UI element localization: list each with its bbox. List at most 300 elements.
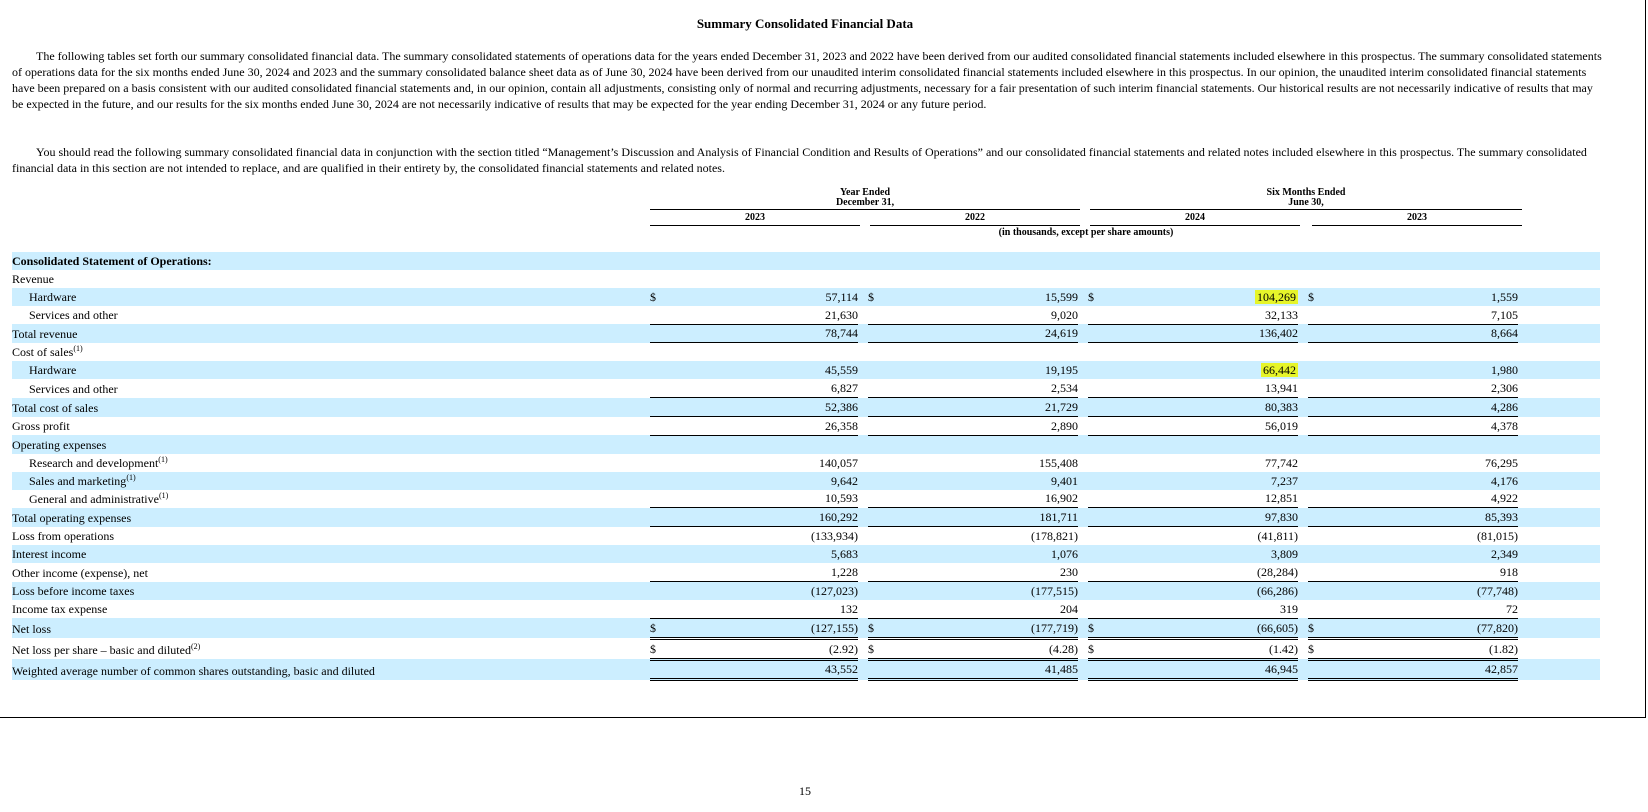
value-text: 132 — [840, 601, 858, 616]
value-text: 140,057 — [819, 455, 858, 470]
column-gap — [1078, 582, 1088, 600]
currency-symbol — [650, 659, 666, 680]
row-label — [12, 638, 650, 659]
table-row — [12, 582, 1600, 600]
value-text: 9,642 — [831, 473, 858, 488]
currency-symbol — [1308, 398, 1324, 417]
column-gap — [1298, 600, 1308, 618]
currency-symbol — [1088, 563, 1104, 581]
currency-symbol — [1088, 472, 1104, 490]
currency-symbol: $ — [1308, 288, 1324, 306]
six-months-line2: June 30, — [1288, 197, 1324, 208]
value-text: 230 — [1060, 565, 1078, 580]
value-cell — [1324, 435, 1518, 453]
value-cell — [1104, 490, 1298, 508]
row-label-text: Income tax expense — [12, 602, 108, 617]
value-text: 4,922 — [1491, 491, 1518, 506]
column-gap — [1518, 398, 1600, 417]
column-gap — [1078, 398, 1088, 417]
column-gap — [1298, 659, 1308, 680]
currency-symbol — [868, 600, 884, 618]
column-gap — [1078, 435, 1088, 453]
value-text: 4,378 — [1491, 418, 1518, 433]
currency-symbol — [1308, 527, 1324, 545]
column-gap — [1078, 600, 1088, 618]
currency-symbol — [1088, 361, 1104, 379]
value-cell — [1324, 618, 1518, 638]
document-title: Summary Consolidated Financial Data — [696, 16, 914, 31]
currency-symbol — [1308, 435, 1324, 453]
value-cell — [666, 306, 858, 324]
currency-symbol — [1308, 361, 1324, 379]
column-gap — [1518, 270, 1600, 288]
table-row — [12, 288, 1600, 306]
value-text: 77,742 — [1265, 455, 1298, 470]
currency-symbol: $ — [1088, 618, 1104, 638]
value-text: 136,402 — [1259, 326, 1298, 341]
value-cell — [884, 618, 1078, 638]
row-label-text: Weighted average number of common shares outstanding, basic and diluted — [12, 663, 375, 678]
value-text: 19,195 — [1045, 363, 1078, 378]
column-gap — [1078, 638, 1088, 659]
column-gap — [1518, 379, 1600, 397]
value-text: (4.28) — [1049, 641, 1078, 656]
value-text: 97,830 — [1265, 510, 1298, 525]
table-row — [12, 454, 1600, 472]
row-label-text: Services and other — [29, 308, 118, 323]
column-gap — [858, 343, 868, 361]
value-cell — [1324, 472, 1518, 490]
table-row — [12, 343, 1600, 361]
row-label — [12, 398, 650, 417]
value-text: (41,811) — [1257, 529, 1298, 544]
column-gap — [1518, 288, 1600, 306]
row-label-text: Cost of sales — [12, 345, 74, 360]
column-gap — [858, 435, 868, 453]
value-text: (28,284) — [1257, 565, 1298, 580]
value-cell — [1104, 361, 1298, 379]
value-text: 46,945 — [1265, 662, 1298, 677]
column-gap — [858, 638, 868, 659]
column-gap — [858, 600, 868, 618]
column-gap — [1298, 288, 1308, 306]
value-cell — [666, 324, 858, 343]
value-cell — [884, 659, 1078, 680]
value-text: (2.92) — [829, 641, 858, 656]
table-row — [12, 398, 1600, 417]
column-gap — [1518, 252, 1600, 270]
value-cell — [884, 472, 1078, 490]
value-cell — [1104, 600, 1298, 618]
column-gap — [1078, 527, 1088, 545]
currency-symbol — [868, 490, 884, 508]
value-cell — [884, 361, 1078, 379]
value-cell — [666, 472, 858, 490]
currency-symbol — [1308, 508, 1324, 527]
value-cell — [1324, 545, 1518, 563]
currency-symbol — [650, 527, 666, 545]
value-text: 2,306 — [1491, 381, 1518, 396]
value-cell — [666, 659, 858, 680]
value-text: (1.42) — [1269, 641, 1298, 656]
currency-symbol: $ — [1308, 618, 1324, 638]
value-cell — [1104, 288, 1298, 306]
table-row — [12, 379, 1600, 397]
value-cell — [1324, 600, 1518, 618]
column-gap — [1078, 545, 1088, 563]
table-row — [12, 417, 1600, 436]
column-gap — [858, 398, 868, 417]
column-gap — [1298, 638, 1308, 659]
currency-symbol — [650, 361, 666, 379]
column-gap — [1298, 417, 1308, 436]
table-row — [12, 306, 1600, 324]
value-text: 72 — [1506, 601, 1518, 616]
column-gap — [1518, 490, 1600, 508]
column-gap — [1298, 508, 1308, 527]
column-gap — [858, 563, 868, 581]
currency-symbol — [1088, 324, 1104, 343]
currency-symbol — [1308, 490, 1324, 508]
footnote-marker: (1) — [158, 490, 169, 500]
row-label-text: Net loss — [12, 622, 51, 637]
currency-symbol: $ — [1088, 288, 1104, 306]
table-row — [12, 270, 1600, 288]
value-text: 78,744 — [825, 326, 858, 341]
value-text: 12,851 — [1265, 491, 1298, 506]
table-row — [12, 563, 1600, 581]
value-text: 2,534 — [1051, 381, 1078, 396]
six-months-header — [1090, 188, 1522, 208]
value-text: 5,683 — [831, 547, 858, 562]
row-label — [12, 600, 650, 618]
row-label — [12, 379, 650, 397]
value-cell — [884, 563, 1078, 581]
currency-symbol — [650, 343, 666, 361]
footnote-marker: (2) — [190, 642, 201, 652]
column-gap — [1298, 324, 1308, 343]
currency-symbol — [868, 398, 884, 417]
value-cell — [1104, 324, 1298, 343]
currency-symbol — [868, 306, 884, 324]
currency-symbol — [868, 454, 884, 472]
value-cell — [1324, 563, 1518, 581]
row-label-text: Consolidated Statement of Operations: — [12, 253, 212, 268]
value-cell — [1104, 252, 1298, 270]
column-gap — [858, 508, 868, 527]
row-label — [12, 343, 650, 361]
page-number: 15 — [799, 784, 811, 798]
value-cell — [666, 288, 858, 306]
value-cell — [884, 527, 1078, 545]
row-label — [12, 659, 650, 680]
value-text: 45,559 — [825, 363, 858, 378]
currency-symbol — [1308, 324, 1324, 343]
value-cell — [1104, 508, 1298, 527]
footnote-marker: (1) — [126, 472, 136, 482]
value-cell — [666, 398, 858, 417]
currency-symbol — [1308, 582, 1324, 600]
column-gap — [858, 417, 868, 436]
value-cell — [1324, 270, 1518, 288]
value-cell — [1324, 454, 1518, 472]
row-label — [12, 582, 650, 600]
value-cell — [1104, 343, 1298, 361]
column-gap — [1298, 361, 1308, 379]
currency-symbol — [650, 417, 666, 436]
col-rule — [650, 225, 860, 226]
row-label-text: Hardware — [29, 363, 77, 378]
value-text: (127,155) — [811, 620, 858, 635]
col-rule — [1312, 225, 1522, 226]
value-text: 9,401 — [1051, 473, 1078, 488]
value-text: 8,664 — [1491, 326, 1518, 341]
value-cell — [884, 417, 1078, 436]
value-cell — [1324, 659, 1518, 680]
currency-symbol — [1308, 454, 1324, 472]
currency-symbol — [868, 252, 884, 270]
column-gap — [1518, 417, 1600, 436]
operations-table — [12, 252, 1600, 681]
value-text: 7,105 — [1491, 307, 1518, 322]
value-text: 1,076 — [1051, 547, 1078, 562]
value-cell — [884, 545, 1078, 563]
six-months-rule — [1090, 209, 1522, 210]
value-cell — [1324, 490, 1518, 508]
value-text: 104,269 — [1257, 289, 1296, 304]
currency-symbol — [868, 582, 884, 600]
value-cell — [1324, 252, 1518, 270]
value-text: 918 — [1500, 565, 1518, 580]
table-row — [12, 435, 1600, 453]
currency-symbol — [1088, 508, 1104, 527]
value-cell — [884, 638, 1078, 659]
currency-symbol — [1088, 270, 1104, 288]
value-text: 1,228 — [831, 565, 858, 580]
value-text: 9,020 — [1051, 307, 1078, 322]
column-gap — [858, 306, 868, 324]
value-text: (178,821) — [1031, 529, 1078, 544]
column-gap — [1518, 454, 1600, 472]
currency-symbol: $ — [868, 618, 884, 638]
column-gap — [1078, 417, 1088, 436]
currency-symbol — [650, 600, 666, 618]
currency-symbol — [650, 472, 666, 490]
value-cell — [1104, 270, 1298, 288]
currency-symbol — [650, 270, 666, 288]
currency-symbol: $ — [650, 638, 666, 659]
currency-symbol — [1308, 417, 1324, 436]
value-cell — [666, 252, 858, 270]
column-gap — [1298, 252, 1308, 270]
column-gap — [1298, 398, 1308, 417]
column-gap — [858, 618, 868, 638]
currency-symbol — [650, 324, 666, 343]
value-cell — [884, 398, 1078, 417]
value-text: 160,292 — [819, 510, 858, 525]
year-ended-line1: Year Ended — [839, 187, 891, 198]
table-row — [12, 490, 1600, 508]
currency-symbol — [1088, 343, 1104, 361]
column-gap — [858, 472, 868, 490]
value-text: 4,176 — [1491, 473, 1518, 488]
row-label-text: Other income (expense), net — [12, 565, 148, 580]
value-text: 13,941 — [1265, 381, 1298, 396]
value-cell — [1324, 508, 1518, 527]
value-cell — [884, 379, 1078, 397]
column-gap — [1298, 545, 1308, 563]
currency-symbol — [868, 435, 884, 453]
currency-symbol — [868, 508, 884, 527]
column-gap — [1078, 472, 1088, 490]
row-label-text: Services and other — [29, 381, 118, 396]
value-text: (177,515) — [1031, 583, 1078, 598]
column-gap — [1078, 563, 1088, 581]
value-text: 7,237 — [1271, 473, 1298, 488]
value-text: 26,358 — [825, 418, 858, 433]
currency-symbol — [1088, 379, 1104, 397]
value-cell — [884, 600, 1078, 618]
row-label-text: Loss before income taxes — [12, 583, 135, 598]
row-label — [12, 435, 650, 453]
value-cell — [666, 270, 858, 288]
col-year-2022: 2022 — [965, 212, 985, 223]
row-label — [12, 252, 650, 270]
column-gap — [1298, 618, 1308, 638]
currency-symbol — [1088, 454, 1104, 472]
row-label-text: Total operating expenses — [12, 510, 132, 525]
column-gap — [1518, 435, 1600, 453]
currency-symbol: $ — [650, 618, 666, 638]
currency-symbol — [1088, 659, 1104, 680]
column-gap — [858, 582, 868, 600]
column-gap — [858, 490, 868, 508]
value-text: 181,711 — [1039, 510, 1078, 525]
value-cell — [666, 490, 858, 508]
row-label — [12, 508, 650, 527]
column-gap — [1298, 563, 1308, 581]
value-text: 41,485 — [1045, 662, 1078, 677]
value-cell — [1324, 398, 1518, 417]
value-cell — [884, 270, 1078, 288]
column-gap — [1298, 343, 1308, 361]
currency-symbol — [1088, 545, 1104, 563]
value-text: (66,286) — [1257, 583, 1298, 598]
value-text: 42,857 — [1485, 662, 1518, 677]
row-label-text: Interest income — [12, 547, 87, 562]
value-cell — [1104, 454, 1298, 472]
value-cell — [1324, 527, 1518, 545]
column-gap — [1518, 343, 1600, 361]
column-gap — [858, 324, 868, 343]
table-row — [12, 545, 1600, 563]
column-gap — [1518, 545, 1600, 563]
value-text: (77,820) — [1477, 620, 1518, 635]
row-label — [12, 306, 650, 324]
currency-symbol — [1088, 490, 1104, 508]
column-gap — [1518, 527, 1600, 545]
table-row — [12, 527, 1600, 545]
value-text: 66,442 — [1263, 363, 1296, 378]
currency-symbol — [1088, 600, 1104, 618]
currency-symbol — [1308, 306, 1324, 324]
value-text: 319 — [1280, 601, 1298, 616]
currency-symbol: $ — [868, 288, 884, 306]
currency-symbol — [868, 324, 884, 343]
currency-symbol — [868, 545, 884, 563]
row-label-text: Research and development — [29, 455, 159, 470]
value-text: 57,114 — [825, 289, 858, 304]
value-text: (1.82) — [1489, 641, 1518, 656]
value-text: 16,902 — [1045, 491, 1078, 506]
column-gap — [1298, 527, 1308, 545]
value-text: 24,619 — [1045, 326, 1078, 341]
column-gap — [1298, 582, 1308, 600]
value-text: 21,729 — [1045, 400, 1078, 415]
value-cell — [666, 545, 858, 563]
value-text: 52,386 — [825, 400, 858, 415]
row-label-text: Gross profit — [12, 419, 70, 434]
row-label-text: Operating expenses — [12, 437, 107, 452]
column-gap — [1078, 618, 1088, 638]
column-gap — [1078, 270, 1088, 288]
value-cell — [666, 582, 858, 600]
column-gap — [1518, 659, 1600, 680]
value-text: 80,383 — [1265, 400, 1298, 415]
currency-symbol — [1308, 545, 1324, 563]
value-cell — [884, 288, 1078, 306]
column-gap — [1518, 638, 1600, 659]
row-label-text: General and administrative — [29, 491, 159, 506]
table-row — [12, 618, 1600, 638]
currency-symbol — [868, 417, 884, 436]
currency-symbol: $ — [650, 288, 666, 306]
value-text: 1,980 — [1491, 363, 1518, 378]
currency-symbol — [650, 252, 666, 270]
currency-symbol — [868, 659, 884, 680]
value-cell — [666, 638, 858, 659]
currency-symbol — [1308, 563, 1324, 581]
value-cell — [1324, 417, 1518, 436]
currency-symbol — [1088, 582, 1104, 600]
row-label — [12, 270, 650, 288]
value-cell — [1324, 361, 1518, 379]
value-text: 1,559 — [1491, 289, 1518, 304]
value-text: 21,630 — [825, 307, 858, 322]
value-cell — [666, 361, 858, 379]
column-gap — [858, 545, 868, 563]
currency-symbol — [1088, 417, 1104, 436]
currency-symbol — [1088, 252, 1104, 270]
row-label-text: Total revenue — [12, 326, 78, 341]
column-gap — [858, 252, 868, 270]
six-months-line1: Six Months Ended — [1266, 187, 1346, 198]
currency-symbol — [650, 306, 666, 324]
currency-symbol — [650, 379, 666, 397]
column-gap — [1078, 252, 1088, 270]
value-text: 3,809 — [1271, 547, 1298, 562]
column-gap — [858, 379, 868, 397]
value-text: (133,934) — [811, 529, 858, 544]
value-cell — [1324, 582, 1518, 600]
row-label-text: Net loss per share – basic and diluted — [12, 643, 191, 658]
column-gap — [1518, 600, 1600, 618]
value-cell — [1104, 582, 1298, 600]
value-text: 6,827 — [831, 381, 858, 396]
footnote-marker: (1) — [73, 344, 83, 354]
value-cell — [884, 306, 1078, 324]
column-gap — [1078, 343, 1088, 361]
